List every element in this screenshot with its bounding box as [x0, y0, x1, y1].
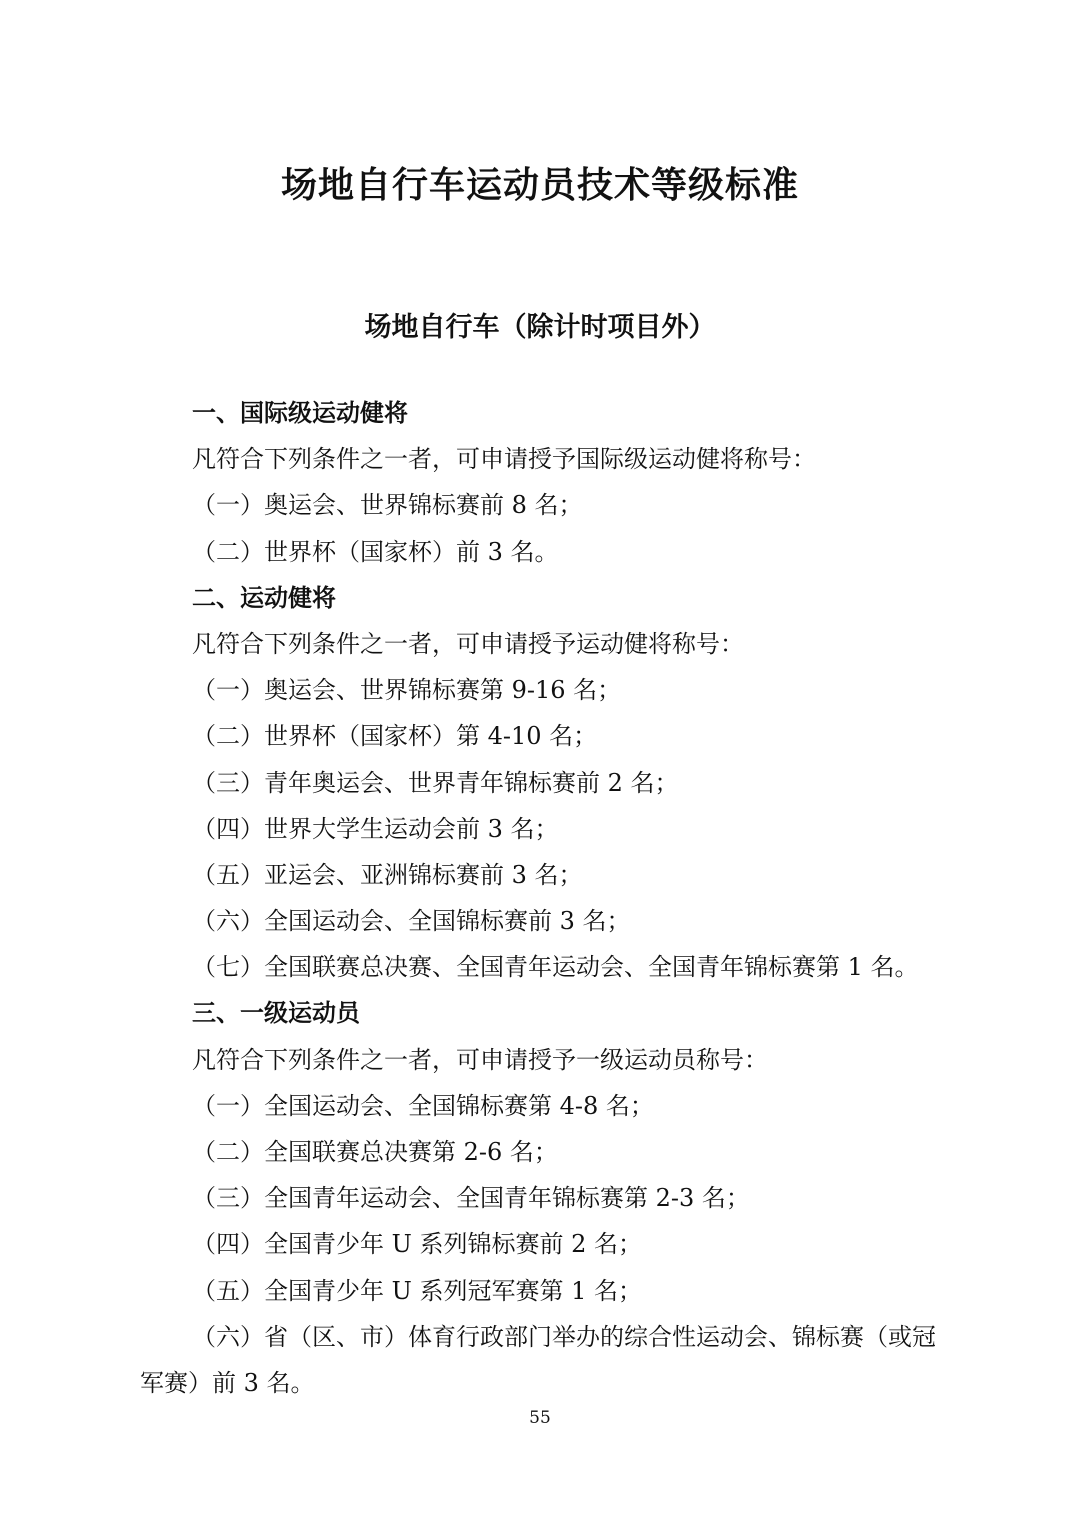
criteria-item: （四）世界大学生运动会前 3 名； — [192, 814, 559, 843]
criteria-item-wrapped: （六）省（区、市）体育行政部门举办的综合性运动会、锦标赛（或冠军赛）前 3 名。 — [140, 1322, 936, 1397]
criteria-item: （四）全国青少年 U 系列锦标赛前 2 名； — [192, 1230, 643, 1259]
criteria-item: （五）亚运会、亚洲锦标赛前 3 名； — [192, 860, 583, 889]
criteria-item: （三）青年奥运会、世界青年锦标赛前 2 名； — [192, 768, 679, 797]
section-intro: 凡符合下列条件之一者，可申请授予国际级运动健将称号： — [192, 445, 816, 474]
section-intro: 凡符合下列条件之一者，可申请授予运动健将称号： — [192, 629, 744, 658]
criteria-item: （五）全国青少年 U 系列冠军赛第 1 名； — [192, 1276, 643, 1305]
document-subtitle: 场地自行车（除计时项目外） — [364, 312, 716, 343]
document-title: 场地自行车运动员技术等级标准 — [280, 165, 799, 206]
section-intro: 凡符合下列条件之一者，可申请授予一级运动员称号： — [192, 1045, 768, 1074]
criteria-item: （一）全国运动会、全国锦标赛第 4-8 名； — [192, 1091, 654, 1120]
criteria-item: （一）奥运会、世界锦标赛前 8 名； — [192, 491, 583, 520]
criteria-item: （二）世界杯（国家杯）第 4-10 名； — [192, 722, 598, 751]
criteria-item: （一）奥运会、世界锦标赛第 9-16 名； — [192, 676, 622, 705]
criteria-item: （六）全国运动会、全国锦标赛前 3 名； — [192, 907, 631, 936]
criteria-item: （七）全国联赛总决赛、全国青年运动会、全国青年锦标赛第 1 名。 — [192, 953, 919, 982]
document-body — [140, 390, 950, 1406]
criteria-item: （三）全国青年运动会、全国青年锦标赛第 2-3 名； — [192, 1184, 750, 1213]
section-heading-international-master: 一、国际级运动健将 — [192, 399, 408, 427]
section-heading-first-class: 三、一级运动员 — [192, 999, 360, 1028]
criteria-item: （二）世界杯（国家杯）前 3 名。 — [192, 537, 559, 566]
section-heading-master: 二、运动健将 — [192, 583, 336, 612]
criteria-item: （二）全国联赛总决赛第 2-6 名； — [192, 1138, 558, 1166]
page-number: 55 — [529, 1408, 551, 1428]
